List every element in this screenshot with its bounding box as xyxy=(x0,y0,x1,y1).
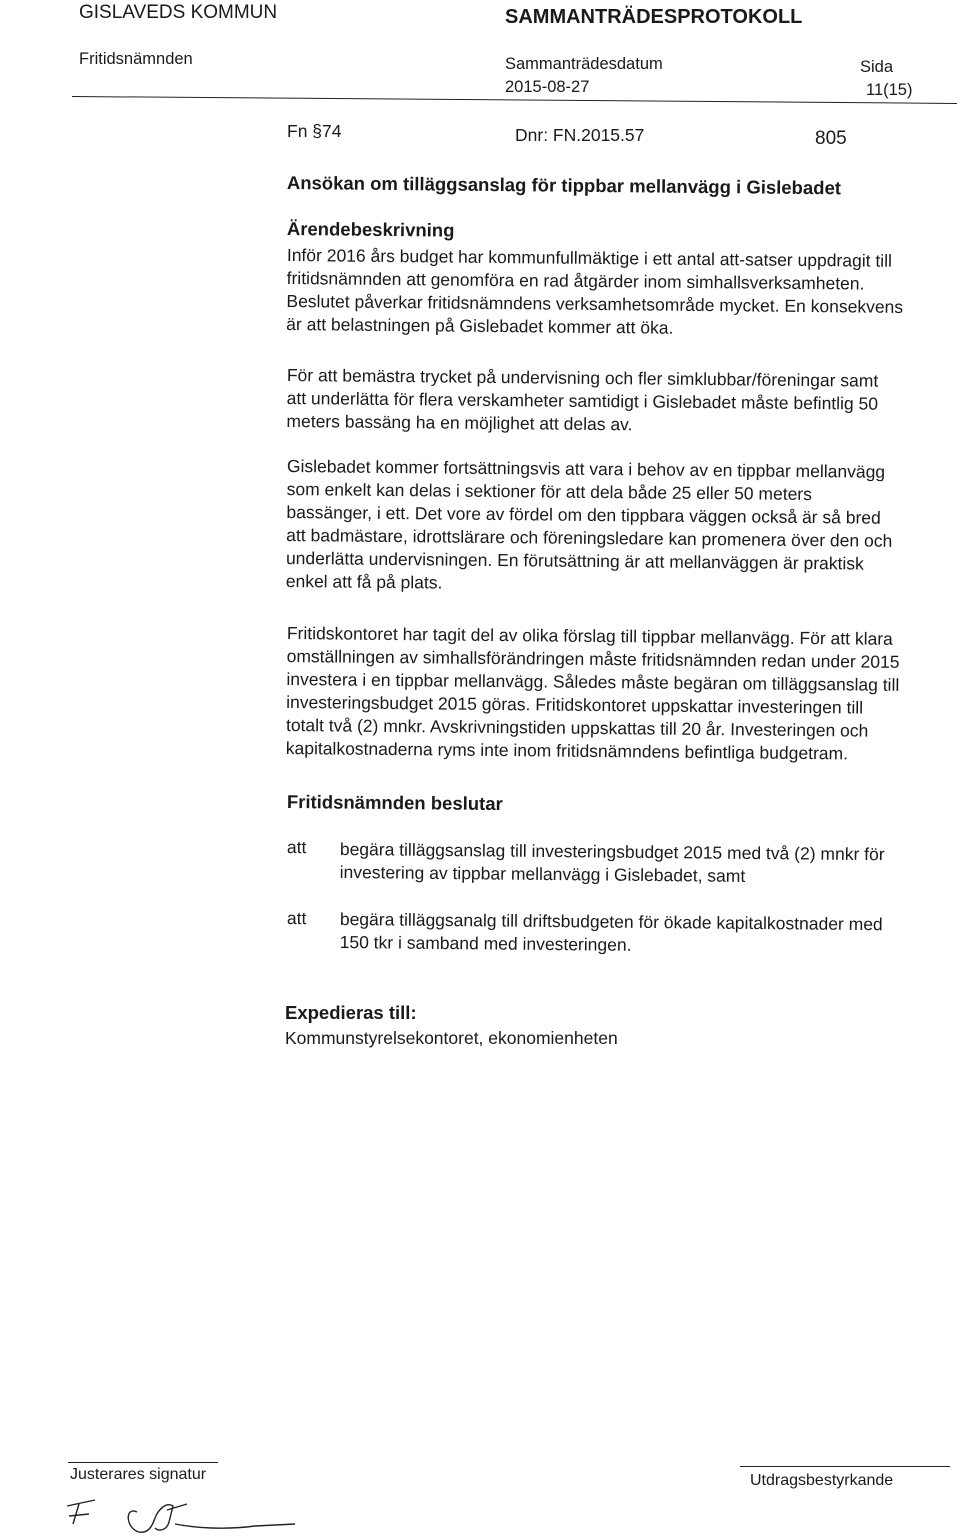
text-line: totalt två (2) mnkr. Avskrivningstiden uppskattas till 20 år. Investeringen och xyxy=(285,714,869,741)
text-line: För att bemästra trycket på undervisning och fler simklubbar/föreningar samt xyxy=(286,364,879,391)
signature-scribble xyxy=(55,1488,315,1537)
meeting-date: 2015-08-27 xyxy=(505,78,590,96)
text-line: meters bassäng ha en möjlighet att delas av. xyxy=(286,410,633,435)
text-line: Inför 2016 års budget har kommunfullmäktige i ett antal att-satser uppdragit till xyxy=(286,244,893,271)
decision-heading: Fritidsnämnden beslutar xyxy=(286,791,503,815)
text-line: enkel att få på plats. xyxy=(285,570,443,593)
text-line: begära tilläggsanslag till investeringsbudget 2015 med två (2) mnkr för xyxy=(339,838,885,865)
page-label: Sida xyxy=(860,58,894,76)
decision-item-1 xyxy=(340,838,885,889)
text-line: omställningen av simhallsförändringen måste fritidsnämnden redan under 2015 xyxy=(286,645,900,672)
header-rule xyxy=(72,96,957,104)
text-line: underlätta undervisningen. En förutsättning är att mellanväggen är praktisk xyxy=(285,547,864,574)
decision-item-label: att xyxy=(286,837,307,858)
description-paragraph-2 xyxy=(286,364,947,439)
description-paragraph-3 xyxy=(286,455,947,599)
text-line: Fritidskontoret har tagit del av olika förslag till tippbar mellanvägg. För att klara xyxy=(286,622,893,649)
meeting-date-label: Sammanträdesdatum xyxy=(505,55,663,73)
text-line: investera i en tippbar mellanvägg. Således måste begäran om tilläggsanslag till xyxy=(286,668,900,695)
text-line: att badmästare, idrottslärare och föreningsledare kan promenera över den och xyxy=(286,524,893,551)
text-line: 150 tkr i samband med investeringen. xyxy=(339,931,632,955)
text-line: Gislebadet kommer fortsättningsvis att vara i behov av en tippbar mellanvägg xyxy=(286,455,886,482)
certification-label: Utdragsbestyrkande xyxy=(750,1472,894,1489)
dispatch-recipients: Kommunstyrelsekontoret, ekonomienheten xyxy=(285,1028,618,1048)
certification-rule xyxy=(740,1466,950,1467)
committee-name: Fritidsnämnden xyxy=(79,50,193,68)
decision-item-label: att xyxy=(286,908,307,929)
municipality-name: GISLAVEDS KOMMUN xyxy=(79,2,278,23)
description-paragraph-1 xyxy=(286,244,947,342)
document-type: SAMMANTRÄDESPROTOKOLL xyxy=(505,6,803,28)
text-line: att underlätta för flera verskamheter samtidigt i Gislebadet måste befintlig 50 xyxy=(286,387,879,414)
signature-rule xyxy=(68,1462,218,1463)
text-line: bassänger, i ett. Det vore av fördel om den tippbara väggen också är så bred xyxy=(286,501,881,528)
text-line: kapitalkostnaderna ryms inte inom fritidsnämndens befintliga budgetram. xyxy=(285,737,849,764)
description-paragraph-4 xyxy=(286,622,947,766)
text-line: investeringsbudget 2015 göras. Fritidskontoret uppskattar investeringen till xyxy=(286,691,864,718)
signature-label: Justerares signatur xyxy=(70,1466,207,1483)
decision-item-2 xyxy=(340,908,883,959)
text-line: är att belastningen på Gislebadet kommer att öka. xyxy=(286,313,674,338)
text-line: fritidsnämnden att genomföra en rad åtgärder inom simhallsverksamheten. xyxy=(286,267,865,294)
stamp-number: 805 xyxy=(815,128,847,149)
case-title: Ansökan om tilläggsanslag för tippbar mellanvägg i Gislebadet xyxy=(286,172,842,199)
section-number: Fn §74 xyxy=(287,121,342,141)
text-line: begära tilläggsanalg till driftsbudgeten för ökade kapitalkostnader med xyxy=(339,908,883,935)
description-heading: Ärendebeskrivning xyxy=(286,218,455,241)
text-line: Beslutet påverkar fritidsnämndens verksamhetsområde mycket. En konsekvens xyxy=(286,290,904,317)
text-line: investering av tippbar mellanvägg i Gislebadet, samt xyxy=(339,861,746,886)
diary-number: Dnr: FN.2015.57 xyxy=(515,125,645,145)
dispatch-heading: Expedieras till: xyxy=(285,1002,417,1023)
page-number: 11(15) xyxy=(866,81,913,99)
text-line: som enkelt kan delas i sektioner för att dela både 25 eller 50 meters xyxy=(286,478,813,505)
